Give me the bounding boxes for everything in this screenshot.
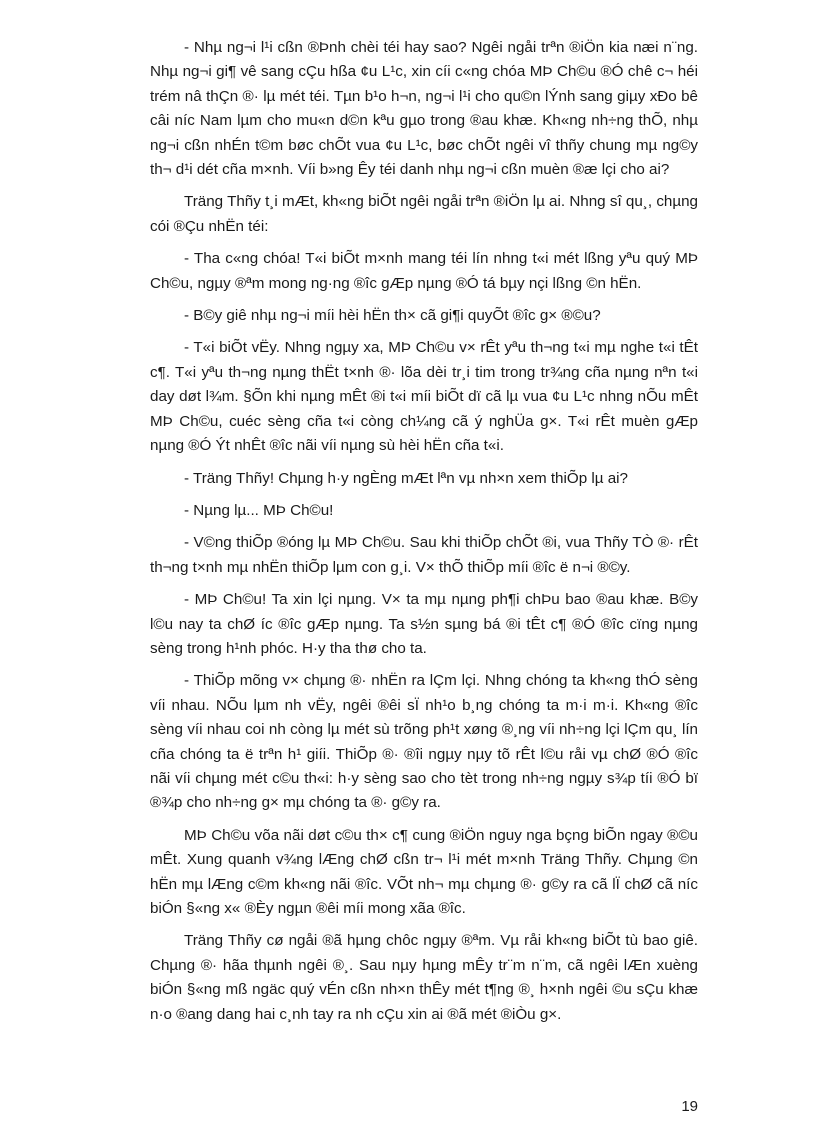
paragraph: MÞ Ch©u võa nãi døt c©u th× c¶ cung ®iÖn nguy nga bçng biÕn ngay ®©u mÊt. Xung quanh v¾ng lÆng chØ cßn tr¬ l¹i mét m×nh Träng Thñy. Chµng ©n hËn mµ lÆng c©m kh«ng nãi ®îc. VÕt nh¬ mµ chµng ®· g©y ra cã lÏ chØ cã níc biÓn §«ng x« ®Èy ngµn ®êi míi mong xãa ®îc. <box>150 826 698 917</box>
story-text <box>150 36 698 1035</box>
paragraph: - Tha c«ng chóa! T«i biÕt m×nh mang téi lín nhng t«i mét lßng yªu quý MÞ Ch©u, ngµy ®ªm mong ng·ng ®îc gÆp nµng ®Ó tá bµy nçi lßng ©n hËn. <box>150 250 698 292</box>
paragraph: - V©ng thiÕp ®óng lµ MÞ Ch©u. Sau khi thiÕp chÕt ®i, vua Thñy TÒ ®· rÊt th¬ng t×nh mµ nhËn thiÕp lµm con g¸i. V× thÕ thiÕp míi ®îc ë n¬i ®©y. <box>150 534 698 576</box>
paragraph: - Träng Thñy! Chµng h·y ngÈng mÆt lªn vµ nh×n xem thiÕp lµ ai? <box>184 469 628 487</box>
page-number: 19 <box>681 1098 698 1115</box>
paragraph: - MÞ Ch©u! Ta xin lçi nµng. V× ta mµ nµng ph¶i chÞu bao ®au khæ. B©y l©u nay ta chØ íc ®îc gÆp nµng. Ta s½n sµng bá ®i tÊt c¶ ®Ó ®îc cïng nµng sèng trong h¹nh phóc. H·y tha thø cho ta. <box>150 591 698 657</box>
paragraph: - Nhµ ng¬i l¹i cßn ®Þnh chèi téi hay sao? Ngêi ngåi trªn ®iÖn kia næi n¨ng. Nhµ ng¬i gi¶ vê sang cÇu hßa ¢u L¹c, xin cíi c«ng chóa MÞ Ch©u ®Ó chê c¬ héi trém nâ thÇn ®· lµ mét téi. Tµn b¹o h¬n, ng¬i l¹i cho qu©n lÝnh sang giµy xÐo bê câi níc Nam lµm cho mu«n d©n kªu gµo trong ®au khæ. Kh«ng nh÷ng thÕ, nhµ ng¬i cßn nhÉn t©m bøc chÕt vua ¢u L¹c, bøc chÕt ngêi vî thñy chung mµ ng©y th¬ d¹i dét cña m×nh. Víi b»ng Êy téi danh nhµ ng¬i cßn muèn ®æ lçi cho ai? <box>150 39 698 179</box>
paragraph: - B©y giê nhµ ng¬i míi hèi hËn th× cã gi¶i quyÕt ®îc g× ®©u? <box>184 307 601 325</box>
paragraph: Träng Thñy t¸i mÆt, kh«ng biÕt ngêi ngåi trªn ®iÖn lµ ai. Nhng sî qu¸, chµng cói ®Çu nhËn téi: <box>150 193 698 235</box>
paragraph: - ThiÕp mõng v× chµng ®· nhËn ra lÇm lçi. Nhng chóng ta kh«ng thÓ sèng víi nhau. NÕu lµm nh vËy, ngêi ®êi sÏ nh¹o b¸ng chóng ta m·i m·i. Kh«ng ®îc sèng víi nhau coi nh còng lµ mét sù trõng ph¹t xøng ®¸ng víi nh÷ng lçi lÇm qu¸ lín cña chóng ta ë trªn h¹ giíi. ThiÕp ®· ®îi ngµy nµy tõ rÊt l©u råi vµ chØ ®Ó ®îc nãi víi chµng mét c©u th«i: h·y sèng sao cho tèt trong nh÷ng ngµy s¾p tíi ®Ó bï ®¾p cho nh÷ng g× mµ chóng ta ®· g©y ra. <box>150 672 698 812</box>
paragraph: - T«i biÕt vËy. Nhng ngµy xa, MÞ Ch©u v× rÊt yªu th¬ng t«i mµ nghe t«i tÊt c¶. T«i yªu th¬ng nµng thËt t×nh ®· lõa dèi tr¸i tim trong tr¾ng cña nµng nªn t«i day døt l¾m. §Õn khi nµng mÊt ®i t«i míi biÕt dï cã lµ vua ¢u L¹c nhng nÕu mÊt MÞ Ch©u, cuéc sèng cña t«i còng ch¼ng cã ý nghÜa g×. T«i rÊt muèn gÆp nµng ®Ó Ýt nhÊt ®îc nãi víi nµng sù hèi hËn cña t«i. <box>150 339 698 455</box>
paragraph: - Nµng lµ... MÞ Ch©u! <box>184 501 334 519</box>
paragraph: Träng Thñy cø ngåi ®ã hµng chôc ngµy ®ªm. Vµ råi kh«ng biÕt tù bao giê. Chµng ®· hãa thµnh ngêi ®¸. Sau nµy hµng mÊy tr¨m n¨m, cã ngêi lÆn xuèng biÓn §«ng mß ngäc quý vÉn cßn nh×n thÊy mét t¶ng ®¸ h×nh ngêi ©u sÇu khæ n·o ®ang dang hai c¸nh tay ra nh cÇu xin ai ®ã mét ®iÒu g×. <box>150 932 698 1023</box>
